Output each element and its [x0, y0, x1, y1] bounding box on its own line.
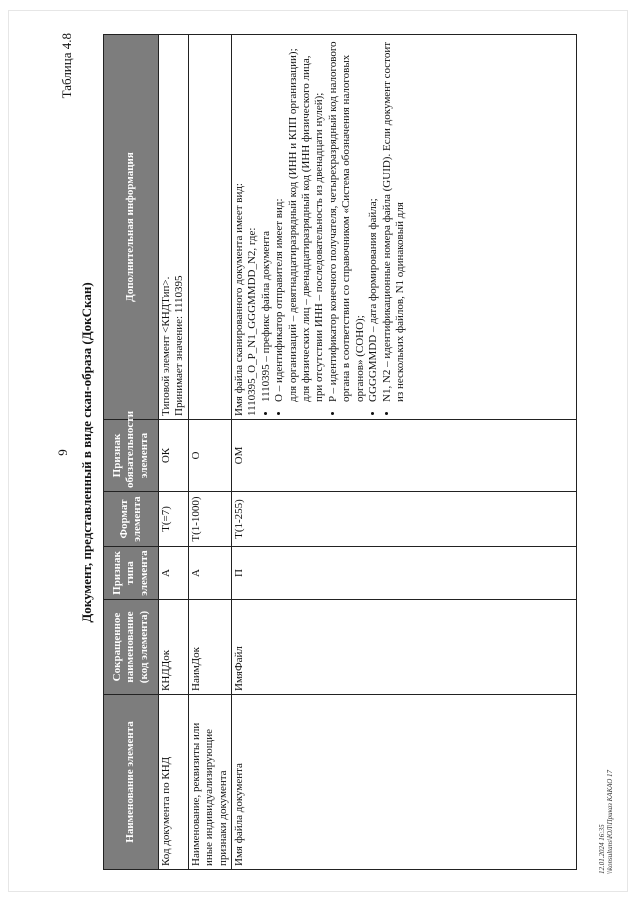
stamp-path: \\konsultans\ЮЛ\Приказ КАКАО 17	[606, 769, 615, 874]
stamp-date: 12.01.2024 16:35	[597, 824, 606, 874]
cell-format: Т(1-1000)	[188, 492, 231, 547]
cell-type: А	[159, 547, 189, 600]
cell-required: О	[188, 420, 231, 492]
header-format: Формат элемента	[104, 492, 159, 547]
cell-name: Код документа по КНД	[159, 695, 189, 870]
table-row	[188, 35, 231, 870]
table-caption: Документ, представленный в виде скан-образа (ДокСкан)	[79, 282, 94, 623]
cell-info: Типовой элемент <КНДТип>. Принимает значение: 1110395	[159, 35, 189, 420]
document-sheet	[55, 33, 615, 874]
cell-code: ИмяФайл	[232, 600, 577, 695]
cell-required: ОК	[159, 420, 189, 492]
cell-info	[232, 35, 577, 420]
table-header-row	[104, 35, 159, 870]
header-type: Признак типа элемента	[104, 547, 159, 600]
print-stamp	[598, 770, 616, 874]
list-item: • O – идентификатор отправителя имеет вид: для организаций – девятнадцатиразрядный код (ИНН и КПП организации); для физических лиц – двенадцатиразрядный код (ИНН физического лица, при отсутствии ИНН – последовательность из двенадцати нулей);	[273, 38, 327, 402]
element-table	[103, 34, 577, 870]
info-intro: Имя файла сканированного документа имеет вид: 1110395_O_P_N1_GGGMMDD_N2, где:	[233, 183, 259, 416]
list-item: • N1, N2 – идентификационные номера файла (GUID). Если документ состоит из нескольких файлов, N1 одинаковый для	[381, 38, 408, 402]
list-item: • GGGGMMDD – дата формирования файла;	[367, 38, 380, 402]
cell-info	[188, 35, 231, 420]
table-row	[232, 35, 577, 870]
cell-name: Наименование, реквизиты или иные индивидуализирующие признаки документа	[188, 695, 231, 870]
cell-required: ОМ	[232, 420, 577, 492]
table-row	[159, 35, 189, 870]
cell-name: Имя файла документа	[232, 695, 577, 870]
header-info: Дополнительная информация	[104, 35, 159, 420]
cell-code: КНДДок	[159, 600, 189, 695]
cell-code: НаимДок	[188, 600, 231, 695]
info-list	[260, 38, 407, 416]
table-number: Таблица 4.8	[59, 33, 74, 99]
cell-format: Т(=7)	[159, 492, 189, 547]
list-item: • 1110395 – префикс файла документа	[260, 38, 273, 402]
header-code: Сокращенное наименование (код элемента)	[104, 600, 159, 695]
rotated-page	[55, 33, 615, 874]
cell-type: П	[232, 547, 577, 600]
page-number: 9	[55, 449, 70, 456]
header-name: Наименование элемента	[104, 695, 159, 870]
header-required: Признак обязательности элемента	[104, 420, 159, 492]
cell-type: А	[188, 547, 231, 600]
list-item: • P – идентификатор конечного получателя, четырехразрядный код налогового органа в соответствии со справочником «Система обозначения налоговых органов» (СОНО);	[327, 38, 367, 402]
cell-format: Т(1-255)	[232, 492, 577, 547]
